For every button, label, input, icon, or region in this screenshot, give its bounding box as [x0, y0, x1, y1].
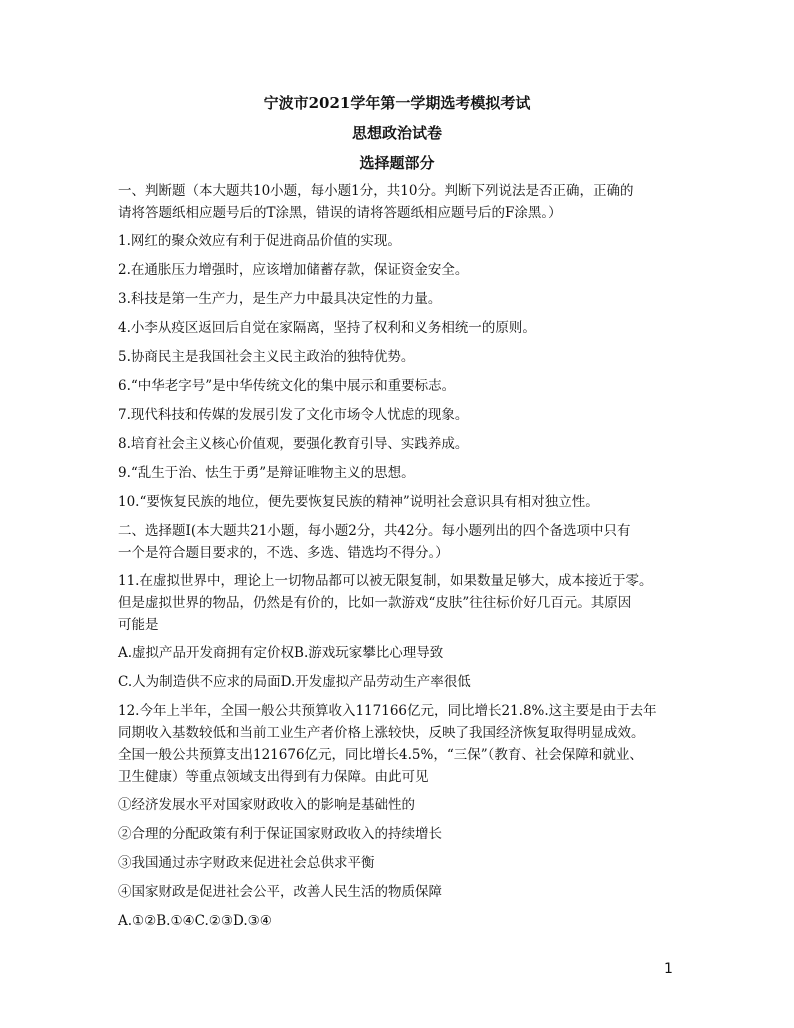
question-12-statement-2: ②合理的分配政策有利于保证国家财政收入的持续增长: [118, 826, 442, 842]
judgment-item-2: 2.在通胀压力增强时，应该增加储蓄存款，保证资金安全。: [118, 262, 469, 278]
stem-line: 卫生健康）等重点领域支出得到有力保障。由此可见: [118, 769, 429, 785]
section2-instructions: [118, 520, 684, 564]
exam-title: 宁波市2021学年第一学期选考模拟考试: [263, 94, 531, 112]
judgment-item-3: 3.科技是第一生产力，是生产力中最具决定性的力量。: [118, 291, 442, 307]
question-12-statement-4: ④国家财政是促进社会公平，改善人民生活的物质保障: [118, 884, 442, 900]
stem-line: 12.今年上半年，全国一般公共预算收入117166亿元，同比增长21.8%.这主要是由于去年: [118, 703, 657, 719]
question-12-stem: [118, 700, 684, 788]
judgment-item-5: 5.协商民主是我国社会主义民主政治的独特优势。: [118, 349, 415, 365]
instruction-line: 二、选择题Ⅰ(本大题共21小题，每小题2分，共42分。每小题列出的四个备选项中只有: [118, 523, 631, 539]
judgment-item-7: 7.现代科技和传媒的发展引发了文化市场令人忧虑的现象。: [118, 407, 469, 423]
question-12-options: A.①②B.①④C.②③D.③④: [118, 913, 272, 929]
section1-instructions: [118, 180, 684, 224]
judgment-item-1: 1.网红的聚众效应有利于促进商品价值的实现。: [118, 233, 401, 249]
stem-line: 11.在虚拟世界中，理论上一切物品都可以被无限复制，如果数量足够大，成本接近于零。: [118, 573, 653, 589]
question-12-statement-1: ①经济发展水平对国家财政收入的影响是基础性的: [118, 797, 415, 813]
judgment-item-10: 10.“要恢复民族的地位，便先要恢复民族的精神”说明社会意识具有相对独立性。: [118, 494, 599, 510]
part-title: 选择题部分: [359, 154, 435, 172]
stem-line: 全国一般公共预算支出121676亿元，同比增长4.5%，“三保”（教育、社会保障和就业、: [118, 747, 643, 763]
question-12-statement-3: ③我国通过赤字财政来促进社会总供求平衡: [118, 855, 375, 871]
question-11-options-ab: A.虚拟产品开发商拥有定价权B.游戏玩家攀比心理导致: [118, 645, 444, 661]
question-11-options-cd: C.人为制造供不应求的局面D.开发虚拟产品劳动生产率很低: [118, 674, 471, 690]
instruction-line: 一个是符合题目要求的，不选、多选、错选均不得分。）: [118, 545, 449, 561]
judgment-item-9: 9.“乱生于治、怯生于勇”是辩证唯物主义的思想。: [118, 465, 415, 481]
exam-subject: 思想政治试卷: [351, 124, 442, 142]
question-11-stem: [118, 570, 684, 636]
page-number: 1: [664, 961, 673, 977]
stem-line: 但是虚拟世界的物品，仍然是有价的，比如一款游戏“皮肤”往往标价好几百元。其原因: [118, 595, 632, 611]
instruction-line: 一、判断题（本大题共10小题，每小题1分，共10分。判断下列说法是否正确，正确的: [118, 183, 634, 199]
judgment-item-4: 4.小李从疫区返回后自觉在家隔离，坚持了权利和义务相统一的原则。: [118, 320, 536, 336]
judgment-item-8: 8.培育社会主义核心价值观，要强化教育引导、实践养成。: [118, 436, 469, 452]
exam-content: [118, 180, 684, 939]
judgment-item-6: 6.“中华老字号”是中华传统文化的集中展示和重要标志。: [118, 378, 456, 394]
stem-line: 可能是: [118, 617, 159, 633]
stem-line: 同期收入基数较低和当前工业生产者价格上涨较快，反映了我国经济恢复取得明显成效。: [118, 725, 645, 741]
instruction-line: 请将答题纸相应题号后的T涂黑，错误的请将答题纸相应题号后的F涂黑。）: [118, 205, 562, 221]
